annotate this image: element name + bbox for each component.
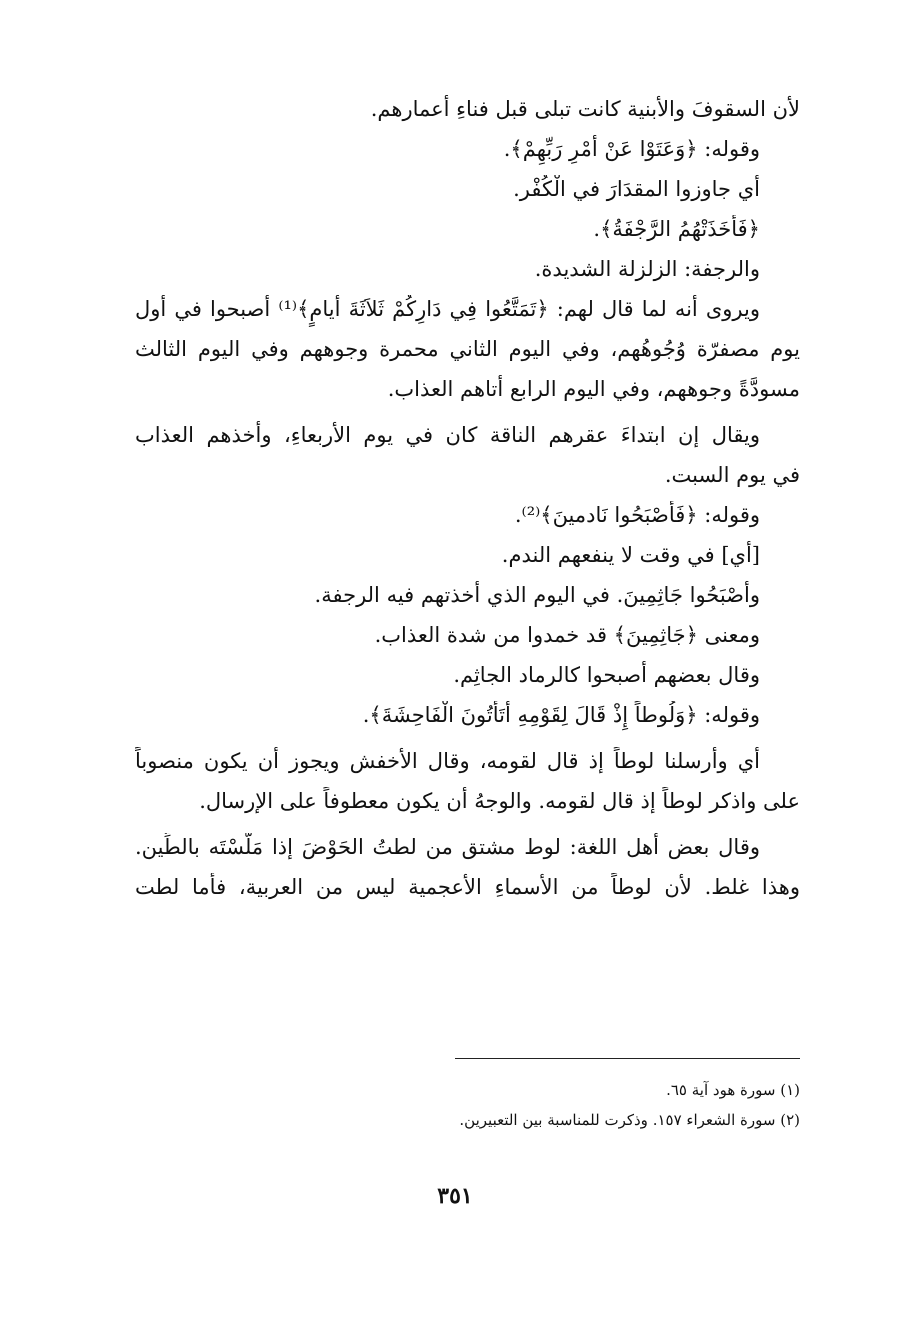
page-number: ٣٥١ [437,1183,473,1209]
text-line: والرجفة: الزلزلة الشديدة. [534,257,760,281]
text-line: وقوله: ﴿وَلُوطاً إِذْ قَالَ لِقَوْمِهِ أَتَأْتُونَ الْفَاحِشَةَ﴾. [362,703,760,727]
text-line: ﴿فَأَخَذَتْهُمُ الرَّجْفَةُ﴾. [593,217,760,241]
text-line: وقال بعضهم أصبحوا كالرماد الجاثِم. [453,663,760,687]
text-line: أي جاوزوا المقدَارَ في الْكُفْر. [513,177,760,201]
text-line: وقوله: ﴿فَأَصْبَحُوا نَادمينَ﴾⁽²⁾. [514,503,760,527]
text-line: أي وأرسلنا لوطاً إذ قال لقومه، وقال الأخفش ويجوز أن يكون منصوباً [135,749,760,773]
text-line: مسودَّةً وجوههم، وفي اليوم الرابع أتاهم العذاب. [387,377,800,401]
text-line: وأَصْبَحُوا جَاثِمِينَ. في اليوم الذي أخذتهم فيه الرجفة. [314,583,760,607]
text-line: وهذا غلط. لأن لوطاً من الأسماءِ الأعجمية ليس من العربية، فأما لطت [135,875,800,899]
text-line: ويقال إن ابتداءَ عقرهم الناقة كان في يوم الأربعاءِ، وأخذهم العذاب [135,423,760,447]
text-line: في يوم السبت. [664,463,800,487]
text-line: لأن السقوفَ والأبنية كانت تبلى قبل فناءِ أعمارهم. [370,97,800,121]
text-line: [أي] في وقت لا ينفعهم الندم. [501,543,760,567]
footnotes [355,1075,800,1135]
text-line: على واذكر لوطاً إذ قال لقومه. والوجهُ أن يكون معطوفاً على الإرسال. [199,789,800,813]
footnote: (٢) سورة الشعراء ١٥٧. وذكرت للمناسبة بين التعبيرين. [459,1111,800,1129]
footnote: (١) سورة هود آية ٦٥. [666,1081,800,1099]
text-line: يوم مصفرّة وُجُوهُهم، وفي اليوم الثاني محمرة وجوههم وفي اليوم الثالث [135,337,800,361]
text-line: وقوله: ﴿وَعَتَوْا عَنْ أَمْرِ رَبِّهِمْ﴾. [503,137,760,161]
page-body [135,95,800,913]
footnote-divider [455,1058,800,1059]
text-line: ومعنى ﴿جَاثِمِينَ﴾ قد خمدوا من شدة العذاب. [374,623,760,647]
text-line: وقال بعض أهل اللغة: لوط مشتق من لطتُ الحَوْضَ إذا مَلَّسْتَه بالطِّين. [135,835,760,859]
text-line: ويروى أنه لما قال لهم: ﴿تَمَتَّعُوا فِي دَارِكُمْ ثَلاَثَةَ أيامٍ﴾⁽¹⁾ أصبحوا في أول [135,297,761,321]
